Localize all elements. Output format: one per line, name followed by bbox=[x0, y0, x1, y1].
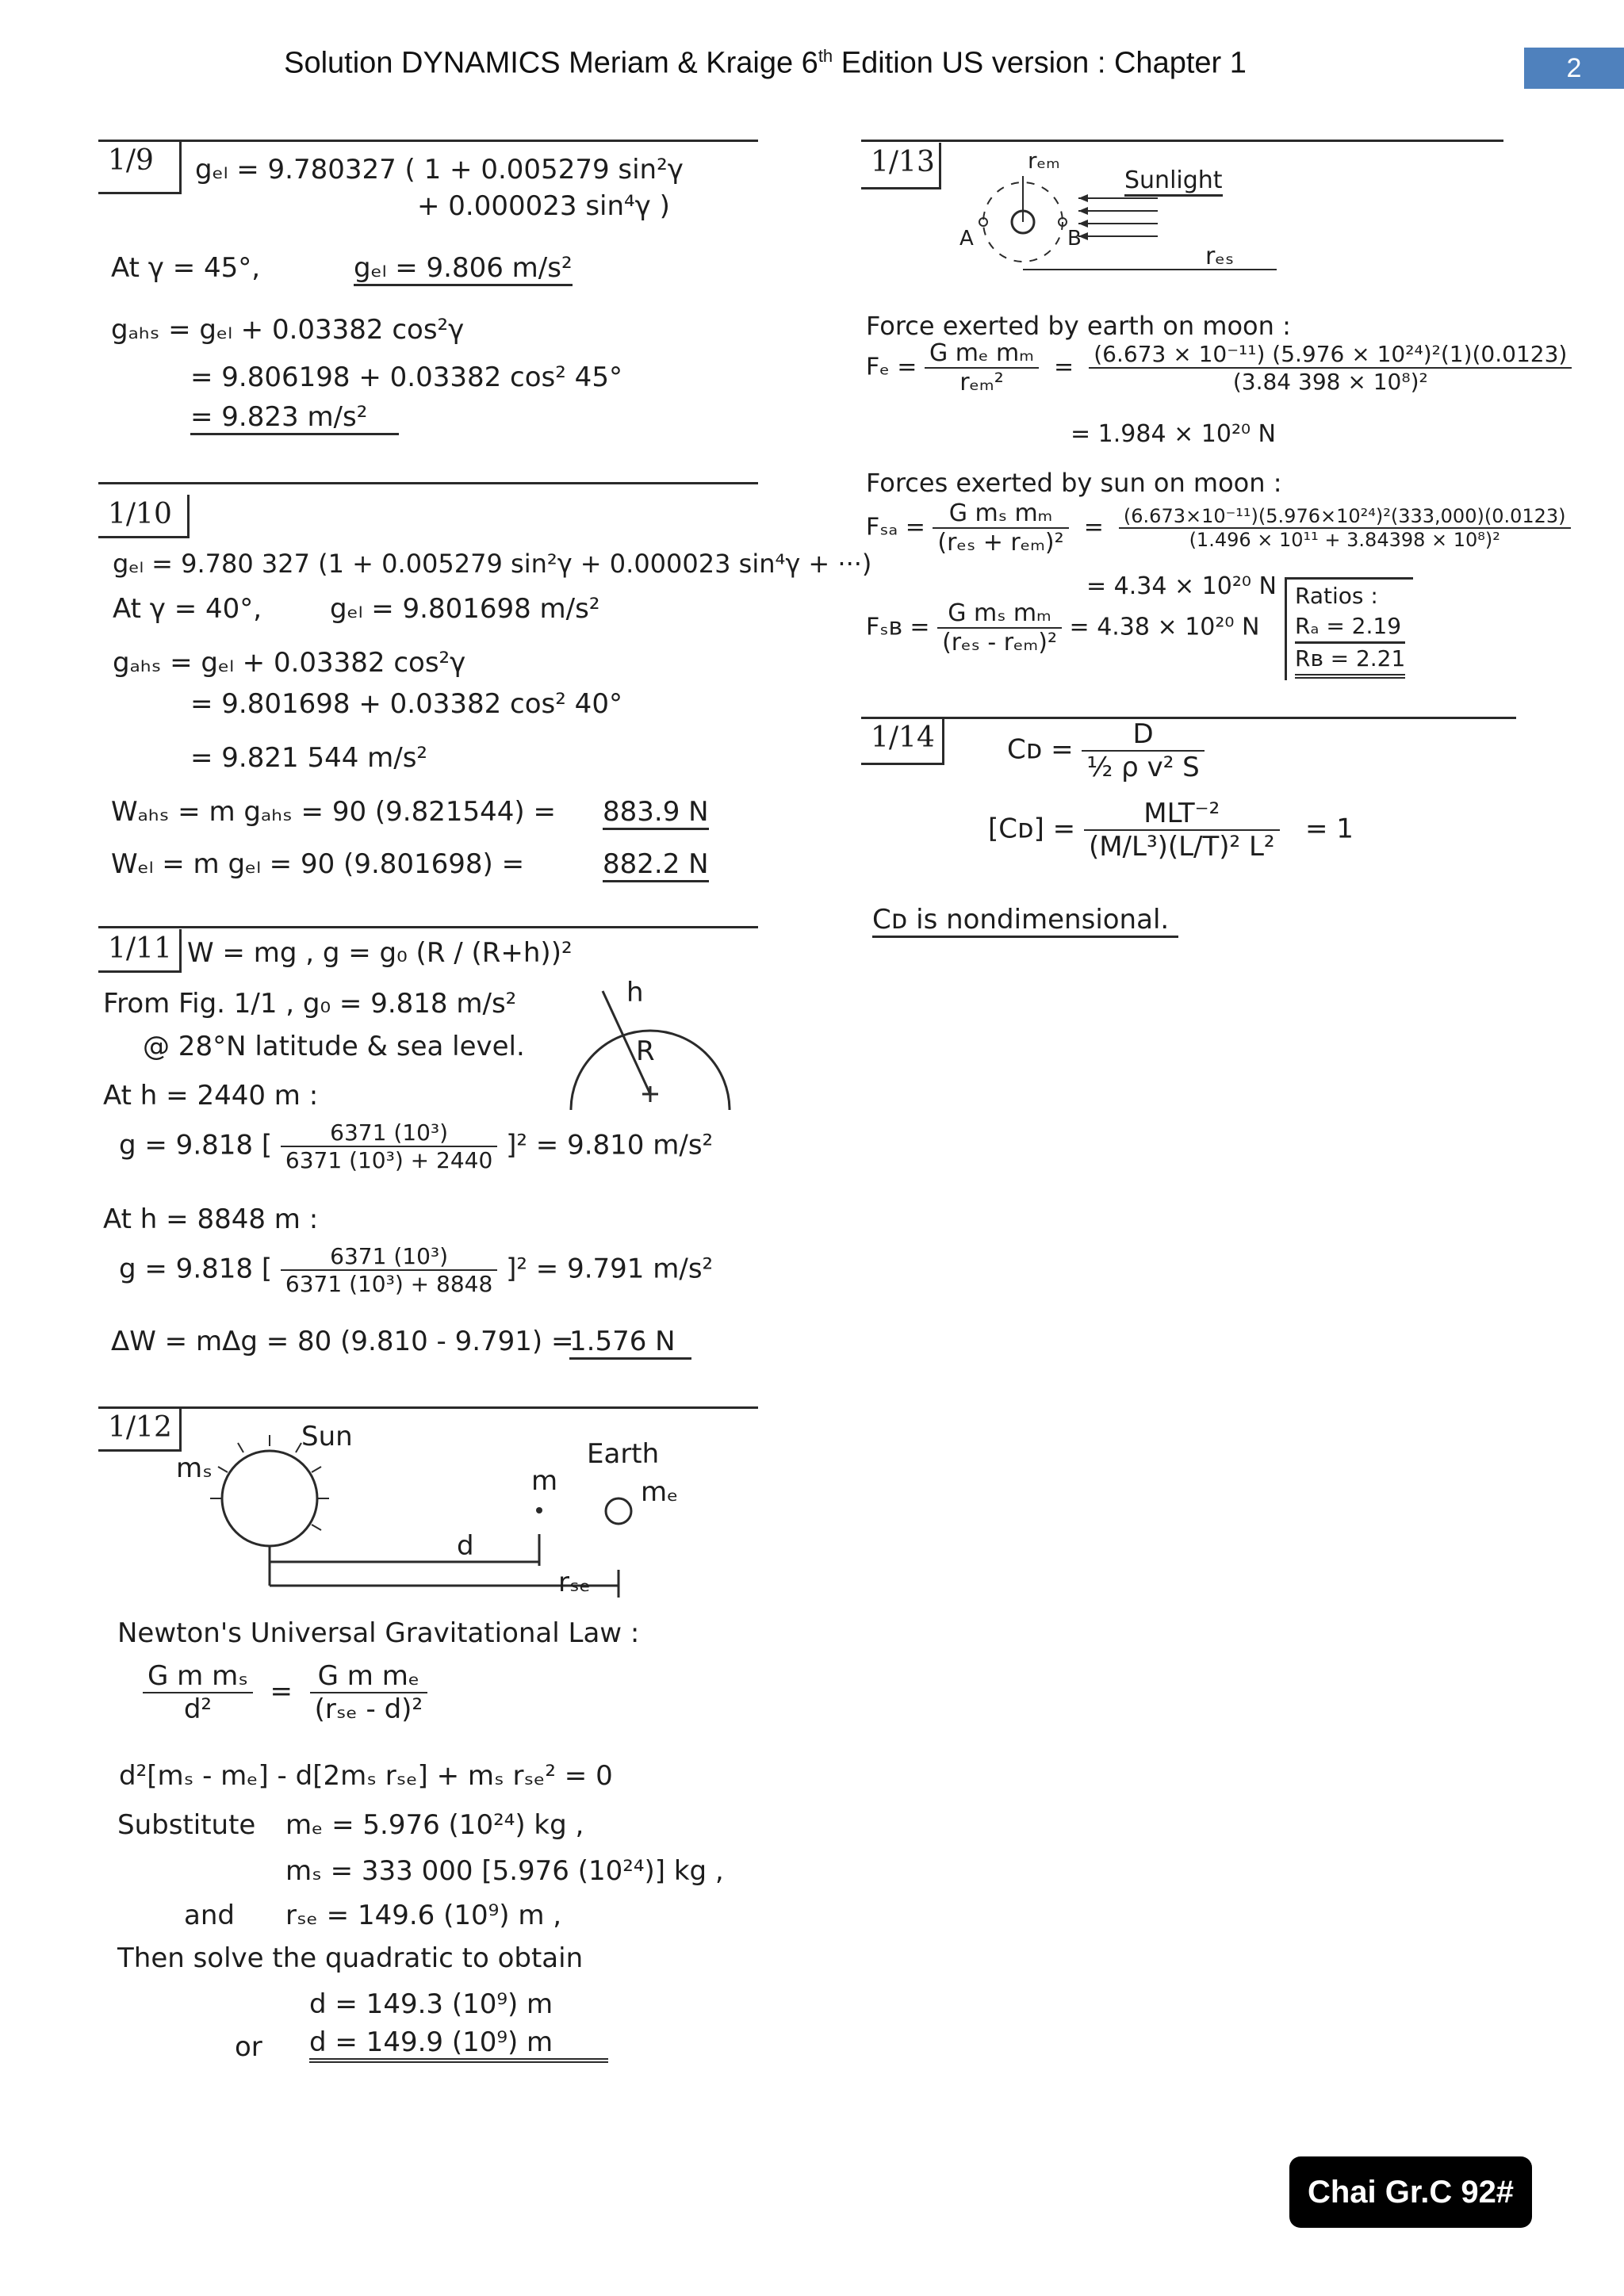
fraction-1-11-a bbox=[281, 1119, 497, 1173]
fraction-1-13-fe-den: rₑₘ² bbox=[959, 369, 1004, 396]
eq-1-11-result: 1.576 N bbox=[569, 1326, 691, 1360]
fraction-1-14-cd bbox=[1082, 718, 1204, 783]
fraction-1-13-fsa-values bbox=[1119, 505, 1571, 551]
fraction-1-13-fsa-values-num: (6.673×10⁻¹¹)(5.976×10²⁴)²(333,000)(0.0123) bbox=[1119, 505, 1571, 529]
fraction-1-11-a-den: 6371 (10³) + 2440 bbox=[285, 1147, 493, 1173]
eq-1-14-line2a: [Cᴅ] = bbox=[988, 813, 1076, 845]
fraction-1-13-fsa-den: (rₑₛ + rₑₘ)² bbox=[937, 529, 1064, 557]
d-label: d bbox=[457, 1530, 474, 1562]
ms-label: mₛ bbox=[176, 1452, 213, 1484]
fraction-1-12-left bbox=[143, 1660, 253, 1725]
ratio-a: Rₐ = 2.19 bbox=[1295, 611, 1405, 644]
author-badge: Chai Gr.C 92# bbox=[1289, 2156, 1532, 2228]
eq-1-9-line5: = 9.806198 + 0.03382 cos² 45° bbox=[190, 362, 622, 393]
eq-1-10-line2a: At γ = 40°, bbox=[113, 593, 262, 625]
eq-1-9-line1: gₑₗ = 9.780327 ( 1 + 0.005279 sin²γ bbox=[195, 154, 684, 186]
fraction-1-13-fe-values bbox=[1089, 341, 1572, 395]
eq-1-14-line1 bbox=[1007, 718, 1205, 783]
divider-1-13 bbox=[861, 140, 1503, 142]
fraction-1-13-fsa-num: G mₛ mₘ bbox=[933, 499, 1068, 529]
fraction-1-13-fsb-den: (rₑₛ - rₑₘ)² bbox=[942, 629, 1057, 656]
eq-1-13-line5a: Fₛₐ = bbox=[866, 513, 925, 541]
earth-label: Earth bbox=[587, 1438, 660, 1470]
eq-1-13-line3: = 1.984 × 10²⁰ N bbox=[1071, 420, 1276, 448]
problem-label-1-11: 1/11 bbox=[98, 929, 182, 973]
eq-1-10-line2b: gₑₗ = 9.801698 m/s² bbox=[330, 593, 600, 625]
fraction-1-14-cd-num: D bbox=[1082, 718, 1204, 752]
sunlight-label: Sunlight bbox=[1124, 166, 1223, 197]
sun-label: Sun bbox=[301, 1421, 353, 1452]
moon-a-label: A bbox=[959, 227, 974, 251]
header-title-pre: Solution DYNAMICS Meriam & Kraige 6 bbox=[284, 46, 818, 80]
eq-1-9-line3a: At γ = 45°, bbox=[111, 252, 261, 284]
ratios-title: Ratios : bbox=[1295, 583, 1378, 609]
eq-1-13-line7b: = 4.38 × 10²⁰ N bbox=[1069, 613, 1260, 641]
eq-1-11-line8a: ΔW = mΔg = 80 (9.810 - 9.791) = bbox=[111, 1326, 574, 1357]
problem-label-1-9: 1/9 bbox=[98, 141, 182, 194]
fraction-1-14-dim bbox=[1084, 798, 1280, 863]
eq-1-10-line5: = 9.821 544 m/s² bbox=[190, 742, 428, 774]
eq-1-13-line6: = 4.34 × 10²⁰ N bbox=[1086, 572, 1277, 600]
fraction-1-11-a-num: 6371 (10³) bbox=[281, 1119, 497, 1147]
eq-1-12-line6b: rₛₑ = 149.6 (10⁹) m , bbox=[285, 1900, 562, 1931]
fraction-1-13-fsb bbox=[937, 599, 1062, 656]
divider-1-9 bbox=[98, 140, 758, 142]
eq-1-11-line7b: ]² = 9.791 m/s² bbox=[506, 1253, 714, 1285]
eq-1-10-line7a: Wₑₗ = m gₑₗ = 90 (9.801698) = bbox=[111, 848, 525, 880]
eq-1-11-line6: At h = 8848 m : bbox=[103, 1203, 319, 1235]
eq-1-13-line7 bbox=[866, 599, 1259, 656]
eq-1-9-line3b: gₑₗ = 9.806 m/s² bbox=[354, 252, 573, 286]
problem-label-1-14: 1/14 bbox=[861, 718, 944, 765]
eq-1-11-line4: At h = 2440 m : bbox=[103, 1080, 319, 1112]
figure-label-R: R bbox=[636, 1035, 655, 1067]
eq-1-12-line7: Then solve the quadratic to obtain bbox=[117, 1942, 584, 1974]
fraction-1-14-cd-den: ½ ρ v² S bbox=[1086, 752, 1200, 783]
rse-label: rₛₑ bbox=[558, 1567, 591, 1598]
divider-1-11 bbox=[98, 926, 758, 928]
page-header bbox=[0, 46, 1530, 81]
eq-1-9-result: = 9.823 m/s² bbox=[190, 401, 399, 435]
fraction-1-13-fe-values-num: (6.673 × 10⁻¹¹) (5.976 × 10²⁴)²(1)(0.0123) bbox=[1089, 341, 1572, 369]
moon-b-label: B bbox=[1067, 227, 1082, 251]
fraction-1-14-dim-num: MLT⁻² bbox=[1084, 798, 1280, 831]
ratios-box bbox=[1285, 577, 1413, 680]
eq-1-11-line5b: ]² = 9.810 m/s² bbox=[506, 1129, 714, 1161]
eq-1-12-line2: $\frac{\text{G m mₛ}}{\text{d²}}$ = $\frac{\text{G m mₑ}}{\text{(rₛₑ - d)²}}$ bbox=[143, 1660, 427, 1725]
eq-1-13-line2a: Fₑ = bbox=[866, 353, 917, 381]
fraction-1-13-fe-values-den: (3.84 398 × 10⁸)² bbox=[1232, 369, 1428, 395]
problem-label-1-12: 1/12 bbox=[98, 1408, 182, 1452]
earth-icon bbox=[606, 1498, 631, 1524]
eq-1-9-line2: + 0.000023 sin⁴γ ) bbox=[417, 190, 670, 222]
divider-1-10 bbox=[98, 482, 758, 484]
problem-label-1-10: 1/10 bbox=[98, 495, 190, 538]
eq-1-12-line1: Newton's Universal Gravitational Law : bbox=[117, 1617, 640, 1649]
eq-1-13-line1: Force exerted by earth on moon : bbox=[866, 311, 1291, 341]
eq-1-9-line4: gₐₕₛ = gₑₗ + 0.03382 cos²γ bbox=[111, 314, 465, 346]
res-label: rₑₛ bbox=[1205, 243, 1235, 270]
eq-1-12-line9a: or bbox=[235, 2031, 262, 2063]
eq-1-14-result: Cᴅ is nondimensional. bbox=[872, 904, 1178, 938]
header-title-post: Edition US version : Chapter 1 bbox=[833, 46, 1247, 80]
eq-1-10-wabs-result: 883.9 N bbox=[603, 796, 709, 830]
eq-1-10-line6a: Wₐₕₛ = m gₐₕₛ = 90 (9.821544) = bbox=[111, 796, 556, 828]
eq-1-12-line6a: and bbox=[184, 1900, 235, 1931]
fraction-1-12-right-num: G m mₑ bbox=[310, 1660, 427, 1693]
eq-1-13-line5: Fₛₐ = $\frac{\text{G mₛ mₘ}}{\text{(rₑₛ + rₑₘ)²}}$ = $\frac{\text{(6.673×10⁻¹¹)(5.976×10²⁴)²(333,000)(0.0123)}}{\text{(1.496 × 10¹¹ + 3.84398 × 10⁸)²}}$ bbox=[866, 499, 1571, 557]
eq-1-10-line4: = 9.801698 + 0.03382 cos² 40° bbox=[190, 688, 622, 720]
eq-1-11-line3: @ 28°N latitude & sea level. bbox=[143, 1031, 525, 1062]
eq-1-12-line5: mₛ = 333 000 [5.976 (10²⁴)] kg , bbox=[285, 1855, 724, 1887]
figure-label-h: h bbox=[626, 977, 644, 1008]
fraction-1-14-dim-den: (M/L³)(L/T)² L² bbox=[1088, 831, 1275, 863]
eq-1-14-line1a: Cᴅ = bbox=[1007, 733, 1074, 766]
eq-1-12-line8: d = 149.3 (10⁹) m bbox=[309, 1988, 553, 2020]
fraction-1-12-right bbox=[310, 1660, 427, 1725]
eq-1-12-result: d = 149.9 (10⁹) m bbox=[309, 2026, 608, 2063]
eq-1-11-line5a: g = 9.818 [ bbox=[119, 1129, 273, 1161]
fraction-1-13-fe-num: G mₑ mₘ bbox=[925, 339, 1039, 369]
fraction-1-12-right-den: (rₛₑ - d)² bbox=[314, 1693, 423, 1725]
eq-1-12-line3: d²[mₛ - mₑ] - d[2mₛ rₛₑ] + mₛ rₛₑ² = 0 bbox=[119, 1760, 613, 1792]
eq-1-13-line2: Fₑ = $\frac{\text{G mₑ mₘ}}{\text{rₑₘ²}}$ = $\frac{\text{(6.673 × 10⁻¹¹) (5.976 × 10²⁴)²(1)(0.0123)}}{\text{(3.84 398 × 10⁸)²}}$ bbox=[866, 339, 1572, 396]
header-title-sup: th bbox=[818, 46, 833, 66]
eq-1-10-line3: gₐₕₛ = gₑₗ + 0.03382 cos²γ bbox=[113, 647, 466, 679]
eq-1-10-line1: gₑₗ = 9.780 327 (1 + 0.005279 sin²γ + 0.000023 sin⁴γ + ···) bbox=[113, 549, 872, 579]
fraction-1-13-fsb-num: G mₛ mₘ bbox=[937, 599, 1062, 629]
m-label: m bbox=[531, 1465, 558, 1497]
eq-1-10-wrel-result: 882.2 N bbox=[603, 848, 709, 882]
fraction-1-12-left-num: G m mₛ bbox=[143, 1660, 253, 1693]
fraction-1-11-b bbox=[281, 1243, 497, 1297]
fraction-1-13-fsa bbox=[933, 499, 1068, 557]
fraction-1-13-fe bbox=[925, 339, 1039, 396]
eq-1-12-line4b: mₑ = 5.976 (10²⁴) kg , bbox=[285, 1809, 584, 1841]
divider-1-12 bbox=[98, 1406, 758, 1409]
eq-1-13-line7a: Fₛʙ = bbox=[866, 613, 930, 641]
eq-1-11-line7 bbox=[119, 1243, 713, 1297]
ratio-b: Rʙ = 2.21 bbox=[1295, 644, 1405, 679]
fraction-1-11-b-num: 6371 (10³) bbox=[281, 1243, 497, 1271]
eq-1-11-line1: W = mg , g = g₀ (R / (R+h))² bbox=[187, 937, 573, 969]
problem-label-1-13: 1/13 bbox=[861, 143, 941, 189]
eq-1-14-line2b: = 1 bbox=[1305, 813, 1354, 845]
eq-1-12-line4a: Substitute bbox=[117, 1809, 256, 1841]
fraction-1-11-b-den: 6371 (10³) + 8848 bbox=[285, 1271, 493, 1297]
eq-1-11-line5 bbox=[119, 1119, 713, 1173]
sun-icon bbox=[222, 1451, 317, 1546]
eq-1-11-line2: From Fig. 1/1 , g₀ = 9.818 m/s² bbox=[103, 988, 517, 1020]
rem-label: rₑₘ bbox=[1028, 147, 1060, 174]
eq-1-14-line2 bbox=[988, 798, 1354, 863]
fraction-1-13-fsa-values-den: (1.496 × 10¹¹ + 3.84398 × 10⁸)² bbox=[1189, 529, 1500, 551]
me-label: mₑ bbox=[641, 1476, 679, 1508]
eq-1-11-line7a: g = 9.818 [ bbox=[119, 1253, 273, 1285]
page-number-badge: 2 bbox=[1524, 48, 1624, 89]
eq-1-13-line4: Forces exerted by sun on moon : bbox=[866, 468, 1282, 498]
fraction-1-12-left-den: d² bbox=[183, 1693, 213, 1725]
